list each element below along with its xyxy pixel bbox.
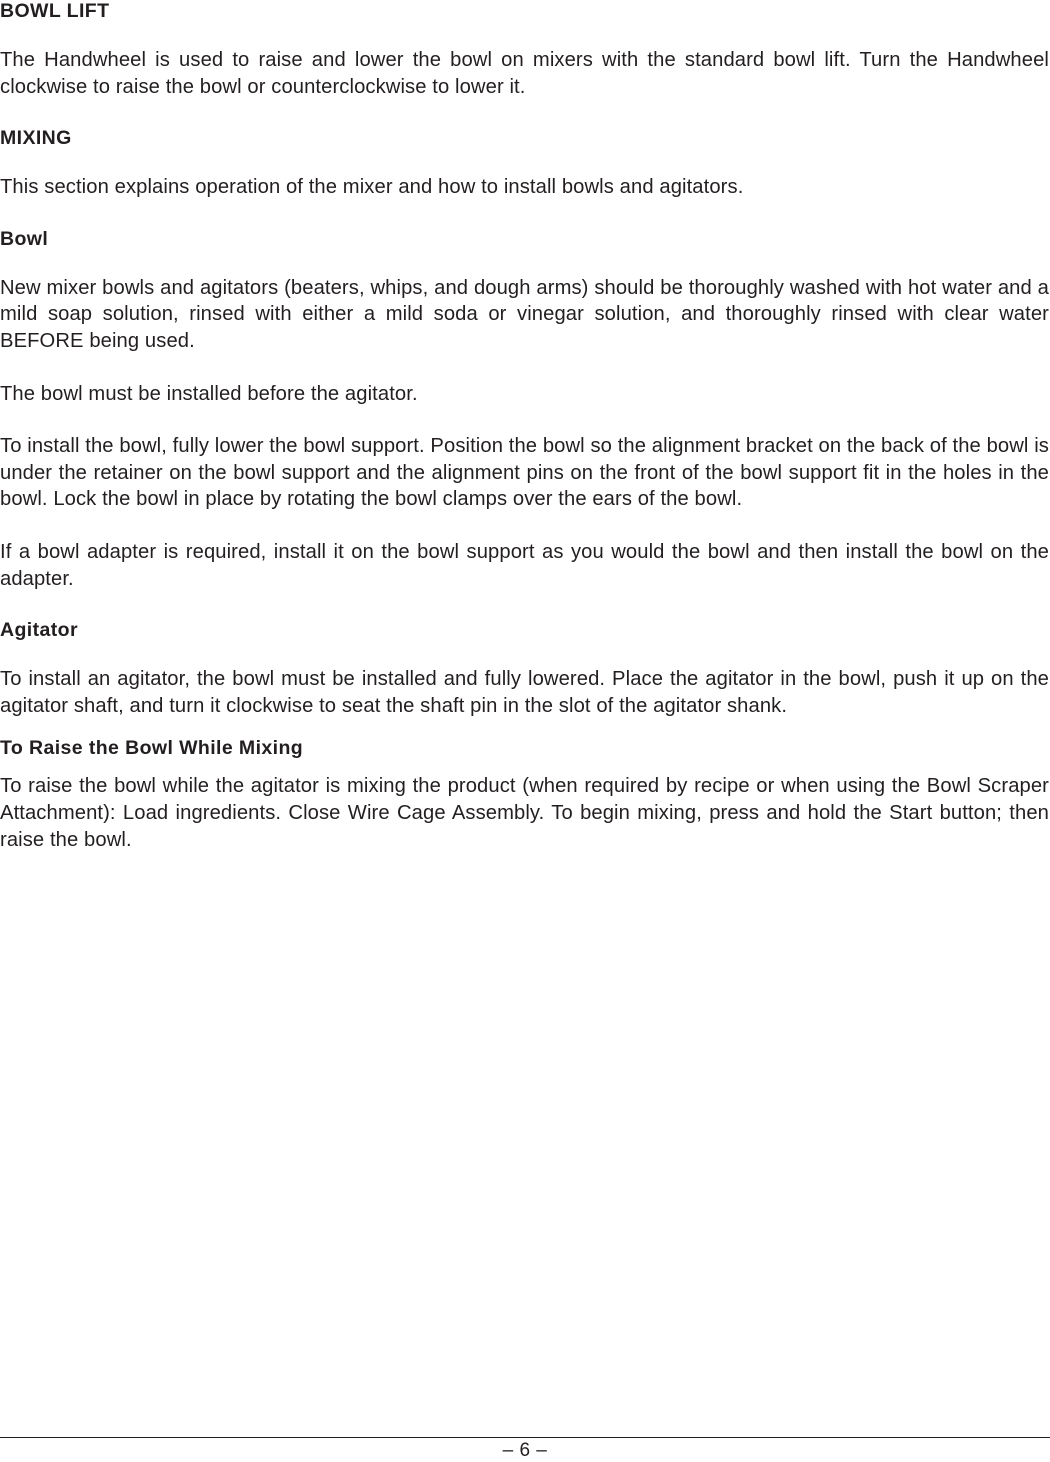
page-number: – 6 – xyxy=(502,1440,548,1461)
paragraph-mixing: This section explains operation of the mixer and how to install bowls and agitators. xyxy=(0,176,744,199)
paragraph-bowl-adapter: If a bowl adapter is required, install it on the bowl support as you would the bowl and then install the bowl on the adapter. xyxy=(0,540,1049,590)
heading-raise-bowl: To Raise the Bowl While Mixing xyxy=(0,737,304,760)
paragraph-bowl-washing: New mixer bowls and agitators (beaters, whips, and dough arms) should be thoroughly washed with hot water and a mild soap solution, rinsed with either a mild soda or vinegar solution, and thoroughly rinsed with clear water BEFORE being used. xyxy=(0,276,1049,352)
heading-bowl-lift: BOWL LIFT xyxy=(0,0,110,22)
heading-bowl: Bowl xyxy=(0,227,49,250)
paragraph-agitator-install: To install an agitator, the bowl must be installed and fully lowered. Place the agitator in the bowl, push it up on the agitator shaft, and turn it clockwise to seat the shaft pin in the slot of the agitator shank. xyxy=(0,668,1049,717)
paragraph-raise-bowl: To raise the bowl while the agitator is mixing the product (when required by recipe or when using the Bowl Scraper Attachment): Load ingredients. Close Wire Cage Assembly. To begin mixing, press and hold the Start button; then raise the bowl. xyxy=(0,775,1049,851)
heading-agitator: Agitator xyxy=(0,619,78,642)
paragraph-bowl-install: To install the bowl, fully lower the bowl support. Position the bowl so the alignment bracket on the back of the bowl is under the retainer on the bowl support and the alignment pins on the front of the bowl support fit in the holes in the bowl. Lock the bowl in place by rotating the bowl clamps over the ears of the bowl. xyxy=(0,435,1049,511)
footer-rule xyxy=(0,1437,1050,1438)
heading-mixing: MIXING xyxy=(0,127,72,150)
paragraph-bowl-lift: The Handwheel is used to raise and lower the bowl on mixers with the standard bowl lift. Turn the Handwheel clockwise to raise the bowl or counterclockwise to lower it. xyxy=(0,49,1049,98)
paragraph-bowl-before-agitator: The bowl must be installed before the agitator. xyxy=(0,382,418,405)
